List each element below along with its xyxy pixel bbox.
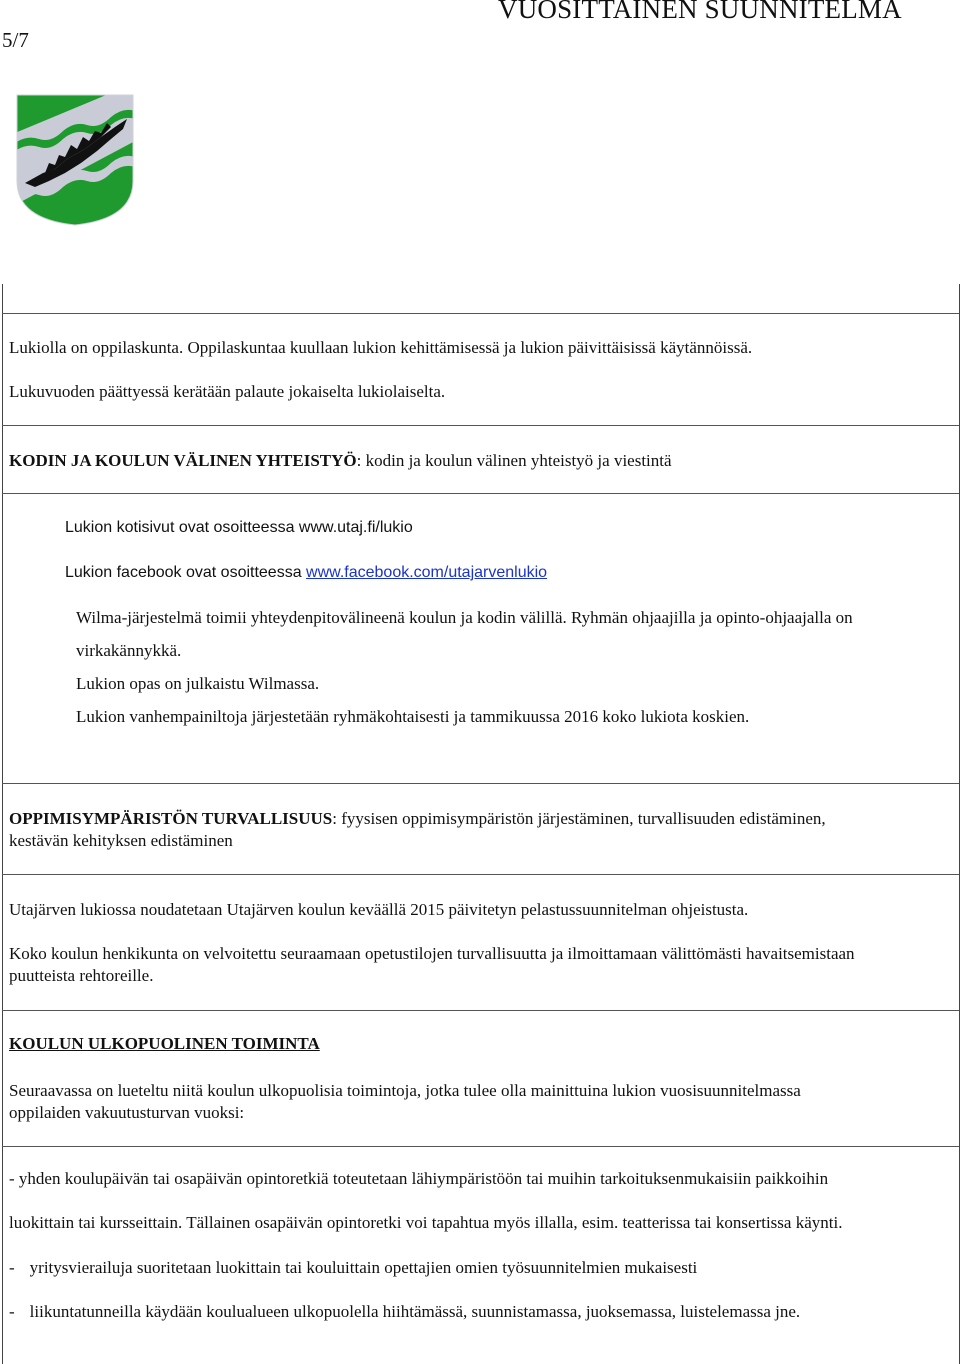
home-school-heading-rest: : kodin ja koulun välinen yhteistyö ja viestintä <box>356 451 672 470</box>
website-line <box>65 517 413 539</box>
list-dash: - <box>9 1258 15 1277</box>
row-divider <box>2 425 959 426</box>
sports-item <box>9 1301 800 1323</box>
parents-evening-text: Lukion vanhempainiltoja järjestetään ryhmäkohtaisesti ja tammikuussa 2016 koko lukiota koskien. <box>76 707 750 726</box>
document-title: VUOSITTAINEN SUUNNITELMA <box>498 0 902 24</box>
safety-heading-bold: OPPIMISYMPÄRISTÖN TURVALLISUUS <box>9 809 333 828</box>
guide-text: Lukion opas on julkaistu Wilmassa. <box>76 674 320 693</box>
website-prefix: Lukion kotisivut ovat osoitteessa <box>65 519 299 536</box>
outside-intro-text: Seuraavassa on lueteltu niitä koulun ulkopuolisia toimintoja, jotka tulee olla mainittuina lukion vuosisuunnitelmassa <box>9 1081 801 1100</box>
row-divider <box>2 1010 959 1011</box>
row-divider <box>2 313 959 314</box>
facebook-prefix: Lukion facebook ovat osoitteessa <box>65 564 307 581</box>
home-school-heading-bold: KODIN JA KOULUN VÄLINEN YHTEISTYÖ <box>9 451 357 470</box>
page-number: 5/7 <box>2 28 29 52</box>
row-divider <box>2 493 959 494</box>
safety-staff-text-continued: puutteista rehtoreille. <box>9 966 154 985</box>
safety-heading-rest: : fyysisen oppimisympäristön järjestäminen, turvallisuuden edistäminen, <box>332 809 826 828</box>
website-url: www.utaj.fi/lukio <box>298 519 413 536</box>
excursion-item: - yhden koulupäivän tai osapäivän opintoretkiä toteutetaan lähiympäristöön tai muihin tarkoituksenmukaisiin paikkoihin <box>9 1169 829 1188</box>
safety-staff-text: Koko koulun henkikunta on velvoitettu seuraamaan opetustilojen turvallisuutta ja ilmoittamaan välittömästi havaitsemistaan <box>9 944 855 963</box>
facebook-link[interactable]: www.facebook.com/utajarvenlukio <box>306 564 548 581</box>
outside-activities-heading: KOULUN ULKOPUOLINEN TOIMINTA <box>9 1034 320 1053</box>
company-visit-text: yritysvierailuja suoritetaan luokittain tai kouluittain opettajien omien työsuunnitelmien mukaisesti <box>29 1258 698 1277</box>
company-visit-item <box>9 1257 697 1279</box>
home-school-heading <box>9 450 672 472</box>
outside-intro-text-continued: oppilaiden vakuutusturvan vuoksi: <box>9 1103 245 1122</box>
row-divider <box>2 783 959 784</box>
student-body-text: Lukiolla on oppilaskunta. Oppilaskuntaa kuullaan lukion kehittämisessä ja lukion päivittäisissä käytännöissä. <box>9 338 753 357</box>
row-divider <box>2 1146 959 1147</box>
wilma-text: Wilma-järjestelmä toimii yhteydenpitovälineenä koulun ja kodin välillä. Ryhmän ohjaajilla ja opinto-ohjaajalla on <box>76 608 853 627</box>
sports-text: liikuntatunneilla käydään koulualueen ulkopuolella hiihtämässä, suunnistamassa, juoksemassa, luistelemassa jne. <box>29 1302 801 1321</box>
safety-heading-line2: kestävän kehityksen edistäminen <box>9 831 233 850</box>
municipal-crest-icon <box>15 93 135 227</box>
list-dash: - <box>9 1302 15 1321</box>
safety-heading <box>9 808 826 830</box>
safety-rescue-plan-text: Utajärven lukiossa noudatetaan Utajärven koulun keväällä 2015 päivitetyn pelastussuunnitelman ohjeistusta. <box>9 900 749 919</box>
row-divider <box>2 874 959 875</box>
feedback-text: Lukuvuoden päättyessä kerätään palaute jokaiselta lukiolaiselta. <box>9 382 446 401</box>
wilma-text-continued: virkakännykkä. <box>76 641 182 660</box>
excursion-item-continued: luokittain tai kursseittain. Tällainen osapäivän opintoretki voi tapahtua myös illalla, esim. teatterissa tai konsertissa käynti. <box>9 1213 843 1232</box>
facebook-line <box>65 562 547 584</box>
